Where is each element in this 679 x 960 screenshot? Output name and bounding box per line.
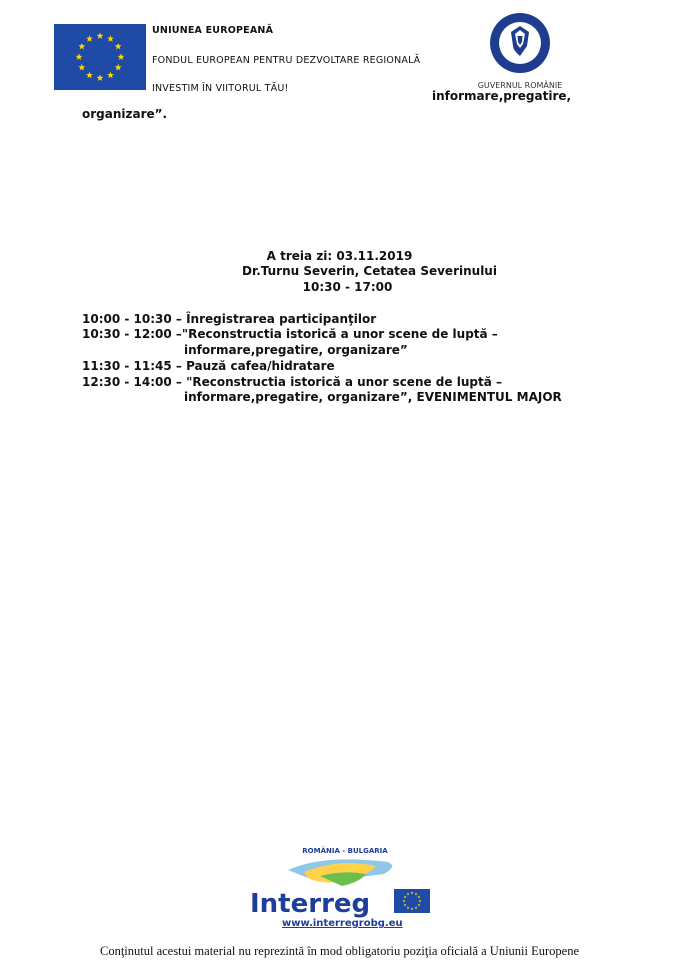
eu-star-icon [78,43,85,50]
gov-emblem-icon [489,12,551,74]
interreg-wordmark: Interreg [250,889,371,919]
text-fragment-2: organizare”. [82,107,168,121]
region-label: ROMÂNIA - BULGARIA [302,847,388,855]
text-fragment-1: informare,pregatire, [432,89,572,103]
eu-star-icon [78,64,85,71]
day-location: Dr.Turnu Severin, Cetatea Severinului [242,264,497,278]
schedule-item-reconstruction-2: 12:30 - 14:00 – "Reconstructia istorică a unor scene de luptă – [82,375,502,389]
eu-star-icon [97,74,104,81]
eu-star-icon [107,72,114,79]
eu-invest-label: INVESTIM ÎN VIITORUL TĂU! [152,83,289,94]
eu-star-icon [86,72,93,79]
interreg-url-link[interactable]: www.interregrobg.eu [282,918,403,929]
schedule-item-registration: 10:00 - 10:30 – Înregistrarea participanţilor [82,312,377,326]
footer-disclaimer: Conţinutul acestui material nu reprezintă în mod obligatoriu poziţia oficială a Uniunii Europene [99,944,580,958]
schedule-item-reconstruction-1-cont: informare,pregatire, organizare” [184,343,408,357]
eu-stars-icon [54,24,146,90]
eu-star-icon [115,43,122,50]
schedule-item-break: 11:30 - 11:45 – Pauză cafea/hidratare [82,359,335,373]
eu-star-icon [107,35,114,42]
eu-union-label: UNIUNEA EUROPEANĂ [152,25,274,36]
day-title: A treia zi: 03.11.2019 [266,249,413,263]
day-hours: 10:30 - 17:00 [302,280,393,294]
schedule-item-reconstruction-2-cont: informare,pregatire, organizare”, EVENIMENTUL MAJOR [184,390,562,404]
eu-star-icon [86,35,93,42]
eu-star-icon [97,32,104,39]
gov-label: GUVERNUL ROMÂNIE [477,81,563,90]
eu-star-icon [115,64,122,71]
eu-fund-label: FONDUL EUROPEAN PENTRU DEZVOLTARE REGIONALĂ [152,55,421,66]
eu-star-icon [118,53,125,60]
eu-star-icon [76,53,83,60]
eu-flag-logo [54,24,146,90]
schedule-item-reconstruction-1: 10:30 - 12:00 –"Reconstructia istorică a unor scene de luptă – [82,327,498,341]
